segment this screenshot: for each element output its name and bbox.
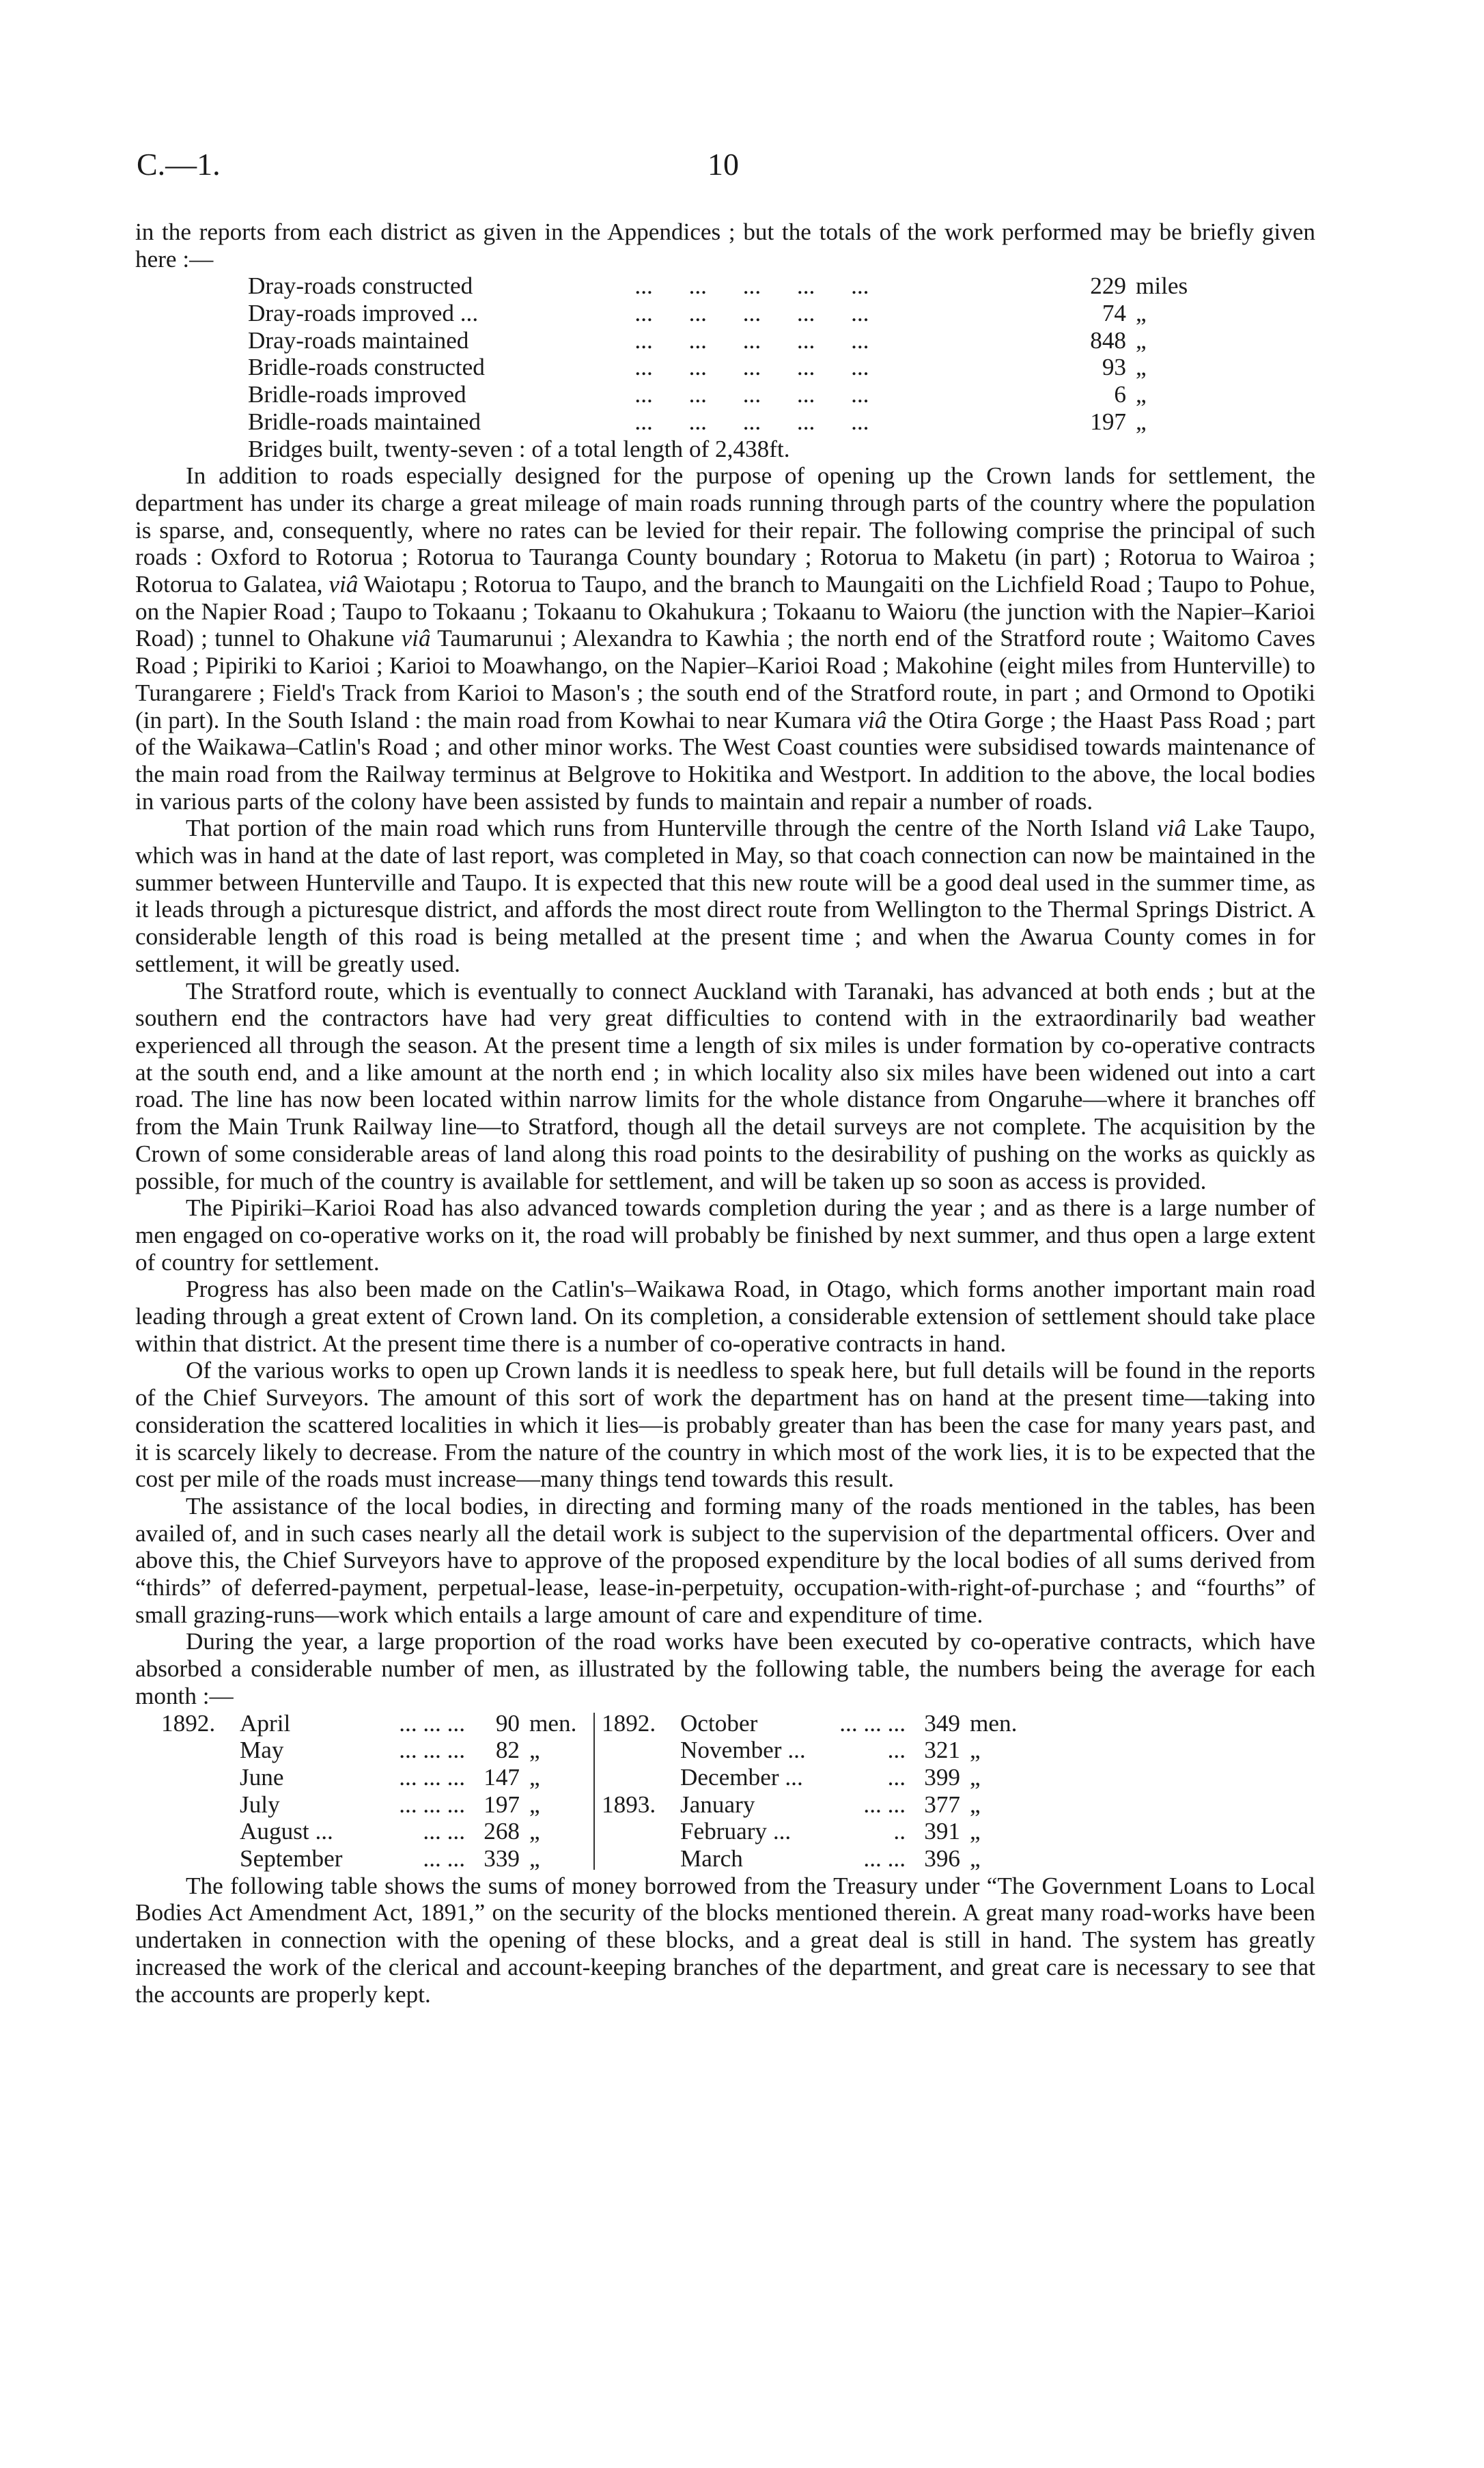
men-count: 399 bbox=[924, 1763, 960, 1791]
summary-label: Bridle-roads constructed bbox=[248, 354, 485, 381]
leader-dots: ... ... ... bbox=[839, 1709, 906, 1737]
month-cell: November ... bbox=[680, 1737, 806, 1764]
leader-dots: ... bbox=[887, 1763, 906, 1791]
summary-label: Bridle-roads improved bbox=[248, 381, 466, 408]
table-row bbox=[161, 1710, 591, 1737]
stratford-paragraph: The Stratford route, which is eventually to connect Auckland with Taranaki, has advanced at both ends ; but at the southern end the contractors have had very great difficulties to contend with in the extraordinarily bad weather experienced all through the season. At the present time a length of six miles is under formation by co-operative contracts at the south end, and a like amount at the north end ; in which locality also six miles have been widened out into a cart road. The line has now been located within narrow limits for the whole distance from Ongaruhe—where it branches off from the Main Trunk Railway line—to Stratford, though all the detail surveys are not complete. The acquisition by the Crown of some considerable areas of land along this road points to the desirability of pushing on the works as quickly as possible, for much of the country is available for settlement, and will be taken up so soon as access is provided. bbox=[135, 977, 1315, 1194]
month-cell: April bbox=[240, 1709, 291, 1737]
men-count: 82 bbox=[495, 1737, 520, 1764]
leader-dots: ... ... ... ... ... bbox=[617, 272, 869, 300]
table-row bbox=[161, 1791, 591, 1819]
men-employed-table bbox=[161, 1710, 1315, 1873]
text-run: Taumarunui ; Alexandra to Kawhia ; the north end of the Stratford route ; Waitomo Caves Road ; Pipiriki to Karioi ; Karioi to Moawhango, on the Napier–Karioi Road ; Makohine (eight miles from Hunterville) to Turangarere ; Field's Track from Karioi to Mason's ; the south end of the Stratford route, in part ; and Ormond to Opotiki (in part). In the South Island : the main road from Kowhai to near Kumara bbox=[135, 625, 1315, 733]
local-bodies-paragraph: The assistance of the local bodies, in directing and forming many of the roads mentioned in the tables, has been availed of, and in such cases nearly all the detail work is subject to the supervision of the departmental officers. Over and above this, the Chief Surveyors have to approve of the proposed expenditure by the local bodies of all sums derived from “thirds” of deferred-payment, perpetual-lease, lease-in-perpetuity, occupation-with-right-of-purchase ; and “fourths” of small grazing-runs—work which entails a large amount of care and expenditure of time. bbox=[135, 1492, 1315, 1628]
month-cell: September bbox=[240, 1845, 343, 1873]
column-separator bbox=[593, 1713, 595, 1870]
month-cell: December ... bbox=[680, 1763, 803, 1791]
summary-row bbox=[248, 354, 1231, 381]
table-row bbox=[161, 1737, 591, 1764]
table-row bbox=[161, 1764, 591, 1791]
leader-dots: ... ... ... bbox=[399, 1763, 465, 1791]
month-cell: October bbox=[680, 1709, 758, 1737]
unit-cell: „ bbox=[529, 1737, 540, 1764]
summary-unit: miles bbox=[1136, 272, 1188, 300]
men-count: 197 bbox=[484, 1791, 520, 1818]
men-count: 147 bbox=[484, 1763, 520, 1791]
table-row bbox=[602, 1737, 1031, 1764]
month-cell: August ... bbox=[240, 1818, 333, 1845]
page-number: 10 bbox=[708, 147, 739, 182]
unit-cell: „ bbox=[970, 1845, 981, 1873]
leader-dots: ... ... ... bbox=[399, 1737, 465, 1764]
month-cell: July bbox=[240, 1791, 280, 1818]
table-column-right bbox=[602, 1710, 1031, 1873]
men-count: 268 bbox=[484, 1818, 520, 1845]
unit-cell: „ bbox=[970, 1763, 981, 1791]
summary-unit: „ bbox=[1136, 381, 1147, 408]
intro-paragraph: in the reports from each district as given in the Appendices ; but the totals of the work performed may be briefly given here :— bbox=[135, 219, 1315, 272]
text-run: Lake Taupo, which was in hand at the date of last report, was completed in May, so that coach connection can now be maintained in the summer between Hunterville and Taupo. It is expected that this new route will be a good deal used in the summer time, as it leads through a picturesque district, and affords the most direct route from Wellington to the Thermal Springs District. A considerable length of this road is being metalled at the present time ; and when the Awarua County comes in for settlement, it will be greatly used. bbox=[135, 815, 1316, 977]
summary-unit: „ bbox=[1136, 326, 1147, 354]
leader-dots: ... ... bbox=[863, 1791, 906, 1818]
unit-cell: „ bbox=[970, 1791, 981, 1818]
italic-via: viâ bbox=[328, 571, 359, 598]
table-column-left bbox=[161, 1710, 591, 1873]
table-row bbox=[161, 1818, 591, 1845]
unit-cell: „ bbox=[529, 1845, 540, 1873]
men-count: 391 bbox=[924, 1818, 960, 1845]
hunterville-paragraph bbox=[135, 815, 1315, 977]
report-reference: C.—1. bbox=[137, 147, 221, 182]
men-count: 377 bbox=[924, 1791, 960, 1818]
year-cell: 1892. bbox=[161, 1709, 216, 1737]
summary-unit: „ bbox=[1136, 408, 1147, 435]
month-cell: June bbox=[240, 1763, 284, 1791]
unit-cell: men. bbox=[529, 1709, 577, 1737]
men-count: 339 bbox=[484, 1845, 520, 1873]
table-row bbox=[602, 1845, 1031, 1873]
text-run: In addition to roads especially designed for the purpose of opening up the Crown lands for settlement, the department has under its charge a great mileage of main roads running through parts of the country where the population is sparse, and, consequently, where no rates can be levied for their repair. The following comprise the principal of such roads : Oxford to Rotorua ; Rotorua to Tauranga County boundary ; Rotorua to Maketu (in part) ; Rotorua to Wairoa ; Rotorua to Galatea, bbox=[135, 462, 1315, 598]
summary-value: 848 bbox=[1090, 326, 1126, 354]
unit-cell: „ bbox=[529, 1818, 540, 1845]
summary-row bbox=[248, 327, 1231, 354]
summary-value: 6 bbox=[1114, 381, 1126, 408]
month-cell: February ... bbox=[680, 1818, 792, 1845]
men-count: 349 bbox=[924, 1709, 960, 1737]
pipiriki-paragraph: The Pipiriki–Karioi Road has also advanced towards completion during the year ; and as there is a large number of men engaged on co-operative works on it, the road will probably be finished by next summer, and thus open a large extent of country for settlement. bbox=[135, 1194, 1315, 1276]
summary-unit: „ bbox=[1136, 354, 1147, 381]
summary-label: Dray-roads maintained bbox=[248, 326, 469, 354]
unit-cell: „ bbox=[970, 1737, 981, 1764]
summary-label: Bridle-roads maintained bbox=[248, 408, 481, 435]
leader-dots: ... ... ... bbox=[399, 1709, 465, 1737]
bridges-line: Bridges built, twenty-seven : of a total length of 2,438ft. bbox=[248, 435, 790, 462]
leader-dots: .. bbox=[893, 1818, 906, 1845]
year-cell: 1892. bbox=[602, 1709, 656, 1737]
unit-cell: men. bbox=[970, 1709, 1018, 1737]
summary-value: 197 bbox=[1090, 408, 1126, 435]
catlins-paragraph: Progress has also been made on the Catlin's–Waikawa Road, in Otago, which forms another important main road leading through a great extent of Crown land. On its completion, a considerable extension of settlement should take place within that district. At the present time there is a number of co-operative contracts in hand. bbox=[135, 1276, 1315, 1357]
leader-dots: ... bbox=[887, 1737, 906, 1764]
month-cell: May bbox=[240, 1737, 284, 1764]
month-cell: January bbox=[680, 1791, 755, 1818]
table-row bbox=[602, 1764, 1031, 1791]
road-summary-list bbox=[248, 272, 1231, 435]
leader-dots: ... ... bbox=[423, 1845, 465, 1873]
table-row bbox=[602, 1791, 1031, 1819]
men-count: 321 bbox=[924, 1737, 960, 1764]
table-row bbox=[602, 1710, 1031, 1737]
unit-cell: „ bbox=[529, 1791, 540, 1818]
summary-value: 74 bbox=[1102, 300, 1126, 327]
leader-dots: ... ... bbox=[423, 1818, 465, 1845]
leader-dots: ... ... ... ... ... bbox=[617, 354, 869, 381]
men-count: 396 bbox=[924, 1845, 960, 1873]
table-row bbox=[602, 1818, 1031, 1845]
main-roads-paragraph bbox=[135, 462, 1315, 815]
leader-dots: ... ... bbox=[863, 1845, 906, 1873]
summary-label: Dray-roads constructed bbox=[248, 272, 473, 300]
various-works-paragraph: Of the various works to open up Crown lands it is needless to speak here, but full details will be found in the reports of the Chief Surveyors. The amount of this sort of work the department has on hand at the present time—taking into consideration the scattered localities in which it lies—is probably greater than has been the case for many years past, and it is scarcely likely to decrease. From the nature of the country in which most of the work lies, it is to be expected that the cost per mile of the roads must increase—many things tend towards this result. bbox=[135, 1357, 1315, 1493]
unit-cell: „ bbox=[970, 1818, 981, 1845]
italic-via: viâ bbox=[401, 625, 431, 652]
summary-row bbox=[248, 408, 1231, 436]
summary-label: Dray-roads improved ... bbox=[248, 300, 479, 327]
summary-value: 229 bbox=[1090, 272, 1126, 300]
summary-row bbox=[248, 272, 1231, 300]
text-run: Waiotapu ; Rotorua to Taupo, and the branch to Maungaiti on the Lichfield Road ; Taupo to Pohue, on the Napier Road ; Taupo to Tokaanu ; Tokaanu to Okahukura ; Tokaanu to Waioru (the junction with the Napier–Karioi Road) ; tunnel to Ohakune bbox=[135, 571, 1315, 652]
page-body bbox=[135, 219, 1315, 2008]
table-row bbox=[161, 1845, 591, 1873]
italic-via: viâ bbox=[857, 706, 887, 733]
italic-via: viâ bbox=[1156, 815, 1186, 842]
men-count: 90 bbox=[495, 1709, 520, 1737]
treasury-paragraph: The following table shows the sums of money borrowed from the Treasury under “The Government Loans to Local Bodies Act Amendment Act, 1891,” on the security of the blocks mentioned therein. A great many road-works have been undertaken in connection with the opening of these blocks, and a great deal is still in hand. The system has greatly increased the work of the clerical and account-keeping branches of the department, and great care is necessary to see that the accounts are properly kept. bbox=[135, 1872, 1315, 2008]
leader-dots: ... ... ... ... ... bbox=[617, 408, 869, 435]
leader-dots: ... ... ... ... ... bbox=[617, 381, 869, 408]
summary-unit: „ bbox=[1136, 300, 1147, 327]
text-run: the Otira Gorge ; the Haast Pass Road ; part of the Waikawa–Catlin's Road ; and other minor works. The West Coast counties were subsidised towards maintenance of the main road from the Railway terminus at Belgrove to Hokitika and Westport. In addition to the above, the local bodies in various parts of the colony have been assisted by funds to maintain and repair a number of roads. bbox=[135, 706, 1316, 815]
month-cell: March bbox=[680, 1845, 743, 1873]
summary-row bbox=[248, 381, 1231, 408]
leader-dots: ... ... ... ... ... bbox=[617, 300, 869, 327]
year-cell: 1893. bbox=[602, 1791, 656, 1818]
text-run: That portion of the main road which runs from Hunterville through the centre of the North Island bbox=[186, 815, 1149, 842]
leader-dots: ... ... ... ... ... bbox=[617, 326, 869, 354]
unit-cell: „ bbox=[529, 1763, 540, 1791]
leader-dots: ... ... ... bbox=[399, 1791, 465, 1818]
summary-row bbox=[248, 300, 1231, 327]
summary-value: 93 bbox=[1102, 354, 1126, 381]
co-operative-paragraph: During the year, a large proportion of the road works have been executed by co-operative contracts, which have absorbed a considerable number of men, as illustrated by the following table, the numbers being the average for each month :— bbox=[135, 1628, 1315, 1709]
